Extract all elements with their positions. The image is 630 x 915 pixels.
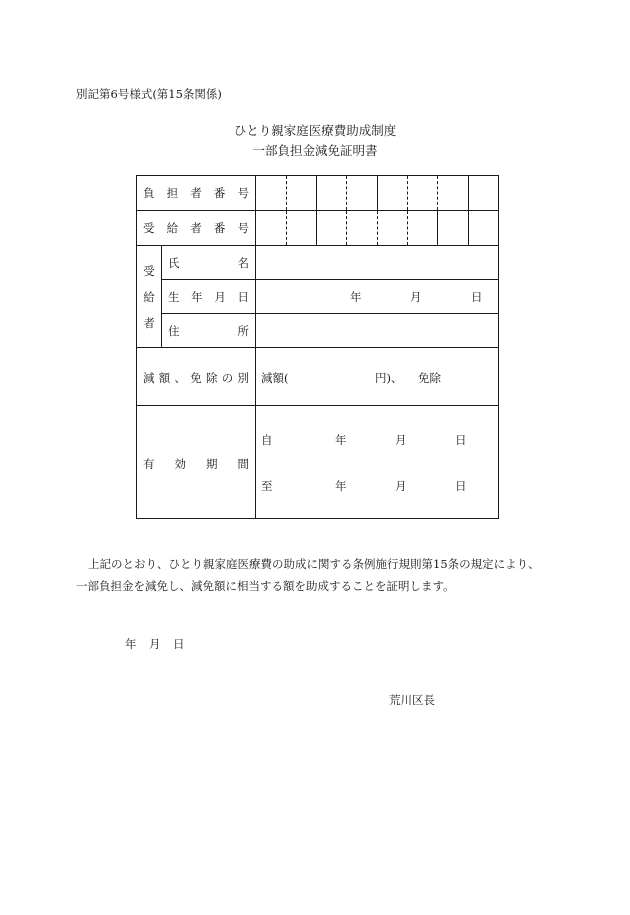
document-title-line2: 一部負担金減免証明書: [252, 143, 378, 158]
reduction-exemption-label: 減 額 、 免 除 の 別: [143, 371, 249, 385]
form-number-label: 別記第6号様式(第15条関係): [76, 87, 222, 101]
reduction-amount-text: 減額(: [261, 371, 289, 385]
exemption-text: 免除: [418, 371, 441, 385]
yen-unit-text: 円)、: [375, 371, 403, 385]
burden-number-label: 負 担 者 番 号: [143, 186, 249, 200]
birth-day-unit: 日: [471, 290, 483, 304]
certification-statement: 上記のとおり、ひとり親家庭医療費の助成に関する条例施行規則第15条の規定により、 一部負担金を減免し、減免額に相当する額を助成することを証明します。: [76, 557, 540, 593]
address-label: 住 所: [168, 324, 249, 338]
recipient-group-label: 受 給 者: [143, 264, 155, 330]
name-label: 氏 名: [168, 256, 249, 270]
document-title-line1: ひとり親家庭医療費助成制度: [233, 123, 397, 138]
birthdate-label: 生 年 月 日: [168, 290, 249, 304]
validity-period-label: 有 効 期 間: [143, 457, 249, 471]
birth-month-unit: 月: [410, 290, 422, 304]
birth-year-unit: 年: [350, 290, 362, 304]
issuer-name: 荒川区長: [389, 693, 435, 707]
recipient-number-label: 受 給 者 番 号: [143, 221, 249, 235]
